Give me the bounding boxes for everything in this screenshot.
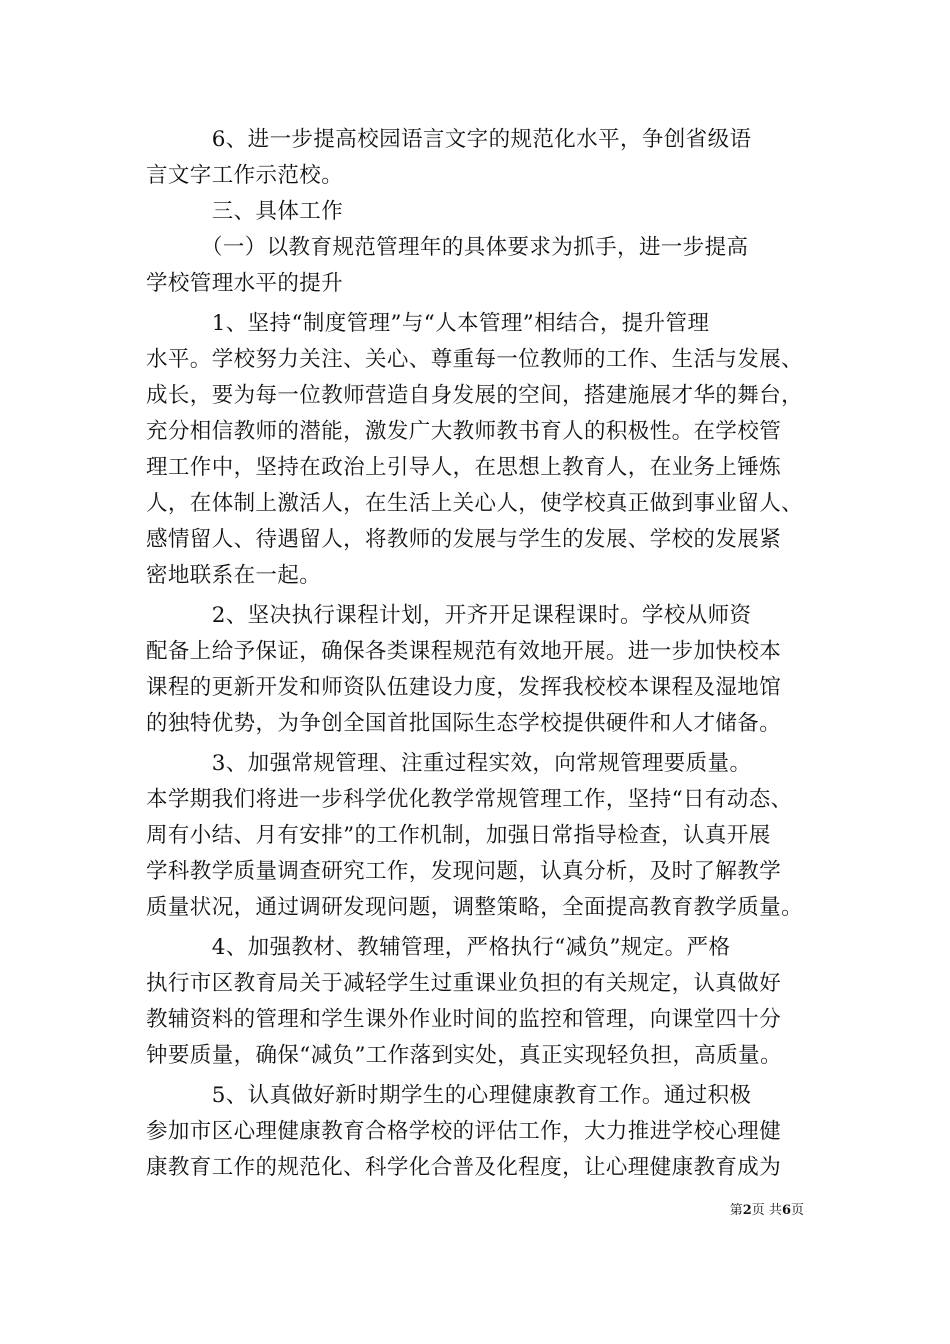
text-line: 学校管理水平的提升 xyxy=(146,271,344,296)
text-line: 学科教学质量调查研究工作，发现问题，认真分析，及时了解教学 xyxy=(146,859,782,884)
section-heading: 三、具体工作 xyxy=(146,199,344,224)
current-page-number: 2 xyxy=(742,1203,752,1218)
text-line: 质量状况，通过调研发现问题，调整策略，全面提高教育教学质量。 xyxy=(146,895,804,920)
text-line: 理工作中，坚持在政治上引导人，在思想上教育人，在业务上锤炼 xyxy=(146,455,782,480)
subsection-heading: （一）以教育规范管理年的具体要求为抓手，进一步提高 xyxy=(146,235,749,260)
text-line: 配备上给予保证，确保各类课程规范有效地开展。进一步加快校本 xyxy=(146,639,782,664)
text-line: 密地联系在一起。 xyxy=(146,563,322,588)
text-line: 充分相信教师的潜能，激发广大教师教书育人的积极性。在学校管 xyxy=(146,419,782,444)
text-line: 3、加强常规管理、注重过程实效，向常规管理要质量。 xyxy=(146,751,752,776)
text-line: 执行市区教育局关于减轻学生过重课业负担的有关规定，认真做好 xyxy=(146,971,782,996)
text-line: 水平。学校努力关注、关心、尊重每一位教师的工作、生活与发展、 xyxy=(146,347,804,372)
text-line: 教辅资料的管理和学生课外作业时间的监控和管理，向课堂四十分 xyxy=(146,1007,782,1032)
text-line: 5、认真做好新时期学生的心理健康教育工作。通过积极 xyxy=(146,1083,752,1108)
text-line: 感情留人、待遇留人，将教师的发展与学生的发展、学校的发展紧 xyxy=(146,527,782,552)
footer-prefix: 第 xyxy=(729,1203,743,1218)
text-line: 4、加强教材、教辅管理，严格执行“减负”规定。严格 xyxy=(146,935,731,960)
text-line: 2、坚决执行课程计划，开齐开足课程课时。学校从师资 xyxy=(146,603,752,628)
text-line: 本学期我们将进一步科学优化教学常规管理工作，坚持“日有动态、 xyxy=(146,787,793,812)
text-line: 1、坚持“制度管理”与“人本管理”相结合，提升管理 xyxy=(146,311,710,336)
text-line: 成长，要为每一位教师营造自身发展的空间，搭建施展才华的舞台， xyxy=(146,383,804,408)
text-line: 言文字工作示范校。 xyxy=(146,163,344,188)
text-line: 参加市区心理健康教育合格学校的评估工作，大力推进学校心理健 xyxy=(146,1119,782,1144)
text-line: 的独特优势，为争创全国首批国际生态学校提供硬件和人才储备。 xyxy=(146,711,782,736)
text-line: 周有小结、月有安排”的工作机制，加强日常指导检查，认真开展 xyxy=(146,823,771,848)
text-line: 钟要质量，确保“减负”工作落到实处，真正实现轻负担，高质量。 xyxy=(146,1043,782,1068)
text-line: 人，在体制上激活人，在生活上关心人，使学校真正做到事业留人、 xyxy=(146,491,804,516)
footer-suffix: 页 xyxy=(790,1203,804,1218)
text-line: 康教育工作的规范化、科学化合普及化程度，让心理健康教育成为 xyxy=(146,1155,782,1180)
total-pages-number: 6 xyxy=(781,1203,791,1218)
text-line: 6、进一步提高校园语言文字的规范化水平，争创省级语 xyxy=(146,127,752,152)
text-line: 课程的更新开发和师资队伍建设力度，发挥我校校本课程及湿地馆 xyxy=(146,675,782,700)
footer-middle: 页 共 xyxy=(751,1203,782,1218)
page-number-footer xyxy=(730,1203,804,1219)
